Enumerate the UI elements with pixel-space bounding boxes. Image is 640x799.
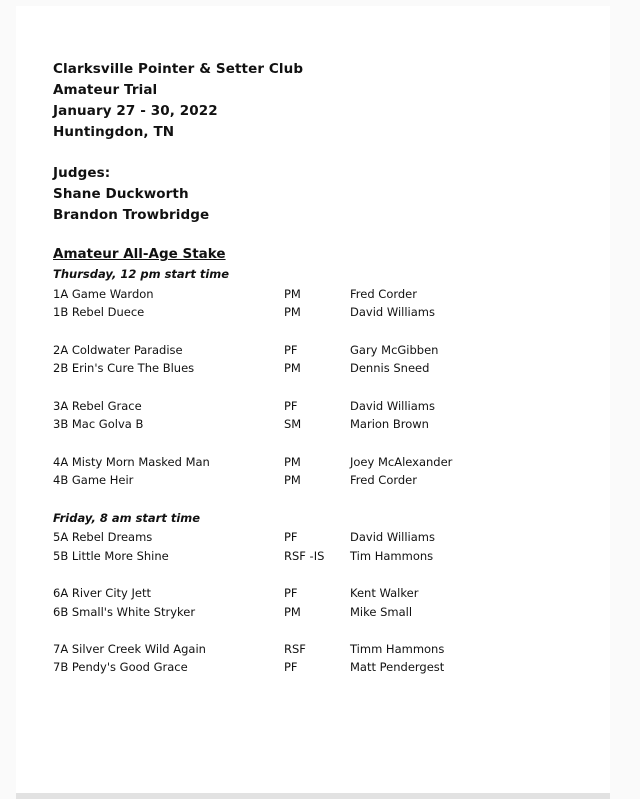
dog-class: PF — [284, 399, 298, 413]
trial-location: Huntingdon, TN — [53, 124, 175, 140]
judges-label: Judges: — [53, 165, 111, 181]
brace-entry — [53, 473, 573, 489]
page-bottom-edge — [16, 793, 610, 799]
dog-name: 6B Small's White Stryker — [53, 605, 196, 619]
dog-class: PF — [284, 530, 298, 544]
dog-class: PM — [284, 361, 301, 375]
handler-name: Timm Hammons — [350, 642, 445, 656]
judge-name: Brandon Trowbridge — [53, 207, 210, 223]
dog-name: 2B Erin's Cure The Blues — [53, 361, 195, 375]
handler-name: Gary McGibben — [350, 343, 439, 357]
dog-class: RSF — [284, 642, 306, 656]
dog-class: PM — [284, 287, 301, 301]
handler-name: Tim Hammons — [350, 549, 434, 563]
handler-name: Fred Corder — [350, 473, 417, 487]
dog-name: 7B Pendy's Good Grace — [53, 660, 188, 674]
handler-name: David Williams — [350, 305, 435, 319]
dog-name: 5B Little More Shine — [53, 549, 169, 563]
handler-name: Fred Corder — [350, 287, 417, 301]
dog-class: PM — [284, 305, 301, 319]
dog-name: 4B Game Heir — [53, 473, 134, 487]
dog-name: 3B Mac Golva B — [53, 417, 144, 431]
brace-entry — [53, 417, 573, 433]
judge-name: Shane Duckworth — [53, 186, 189, 202]
trial-dates: January 27 - 30, 2022 — [53, 103, 218, 119]
dog-class: PM — [284, 473, 301, 487]
handler-name: David Williams — [350, 530, 435, 544]
dog-name: 6A River City Jett — [53, 586, 151, 600]
dog-name: 5A Rebel Dreams — [53, 530, 153, 544]
brace-entry — [53, 586, 573, 602]
dog-class: SM — [284, 417, 302, 431]
day-heading: Thursday, 12 pm start time — [53, 267, 230, 281]
handler-name: Joey McAlexander — [350, 455, 453, 469]
handler-name: Marion Brown — [350, 417, 429, 431]
trial-name: Amateur Trial — [53, 82, 158, 98]
brace-entry — [53, 530, 573, 546]
dog-class: PM — [284, 605, 301, 619]
handler-name: Dennis Sneed — [350, 361, 430, 375]
dog-class: PF — [284, 343, 298, 357]
brace-entry — [53, 343, 573, 359]
brace-entry — [53, 361, 573, 377]
brace-entry — [53, 305, 573, 321]
brace-entry — [53, 660, 573, 676]
handler-name: Kent Walker — [350, 586, 419, 600]
dog-class: RSF -IS — [284, 549, 325, 563]
dog-class: PF — [284, 660, 298, 674]
club-name: Clarksville Pointer & Setter Club — [53, 61, 304, 77]
dog-name: 3A Rebel Grace — [53, 399, 142, 413]
dog-name: 1B Rebel Duece — [53, 305, 145, 319]
brace-entry — [53, 287, 573, 303]
dog-name: 7A Silver Creek Wild Again — [53, 642, 206, 656]
brace-entry — [53, 642, 573, 658]
handler-name: Matt Pendergest — [350, 660, 445, 674]
brace-entry — [53, 549, 573, 565]
day-heading: Friday, 8 am start time — [53, 511, 201, 525]
stake-title: Amateur All-Age Stake — [53, 246, 226, 262]
handler-name: Mike Small — [350, 605, 413, 619]
brace-entry — [53, 455, 573, 471]
handler-name: David Williams — [350, 399, 435, 413]
dog-name: 4A Misty Morn Masked Man — [53, 455, 210, 469]
dog-class: PM — [284, 455, 301, 469]
dog-name: 1A Game Wardon — [53, 287, 154, 301]
brace-entry — [53, 399, 573, 415]
dog-class: PF — [284, 586, 298, 600]
brace-entry — [53, 605, 573, 621]
dog-name: 2A Coldwater Paradise — [53, 343, 183, 357]
